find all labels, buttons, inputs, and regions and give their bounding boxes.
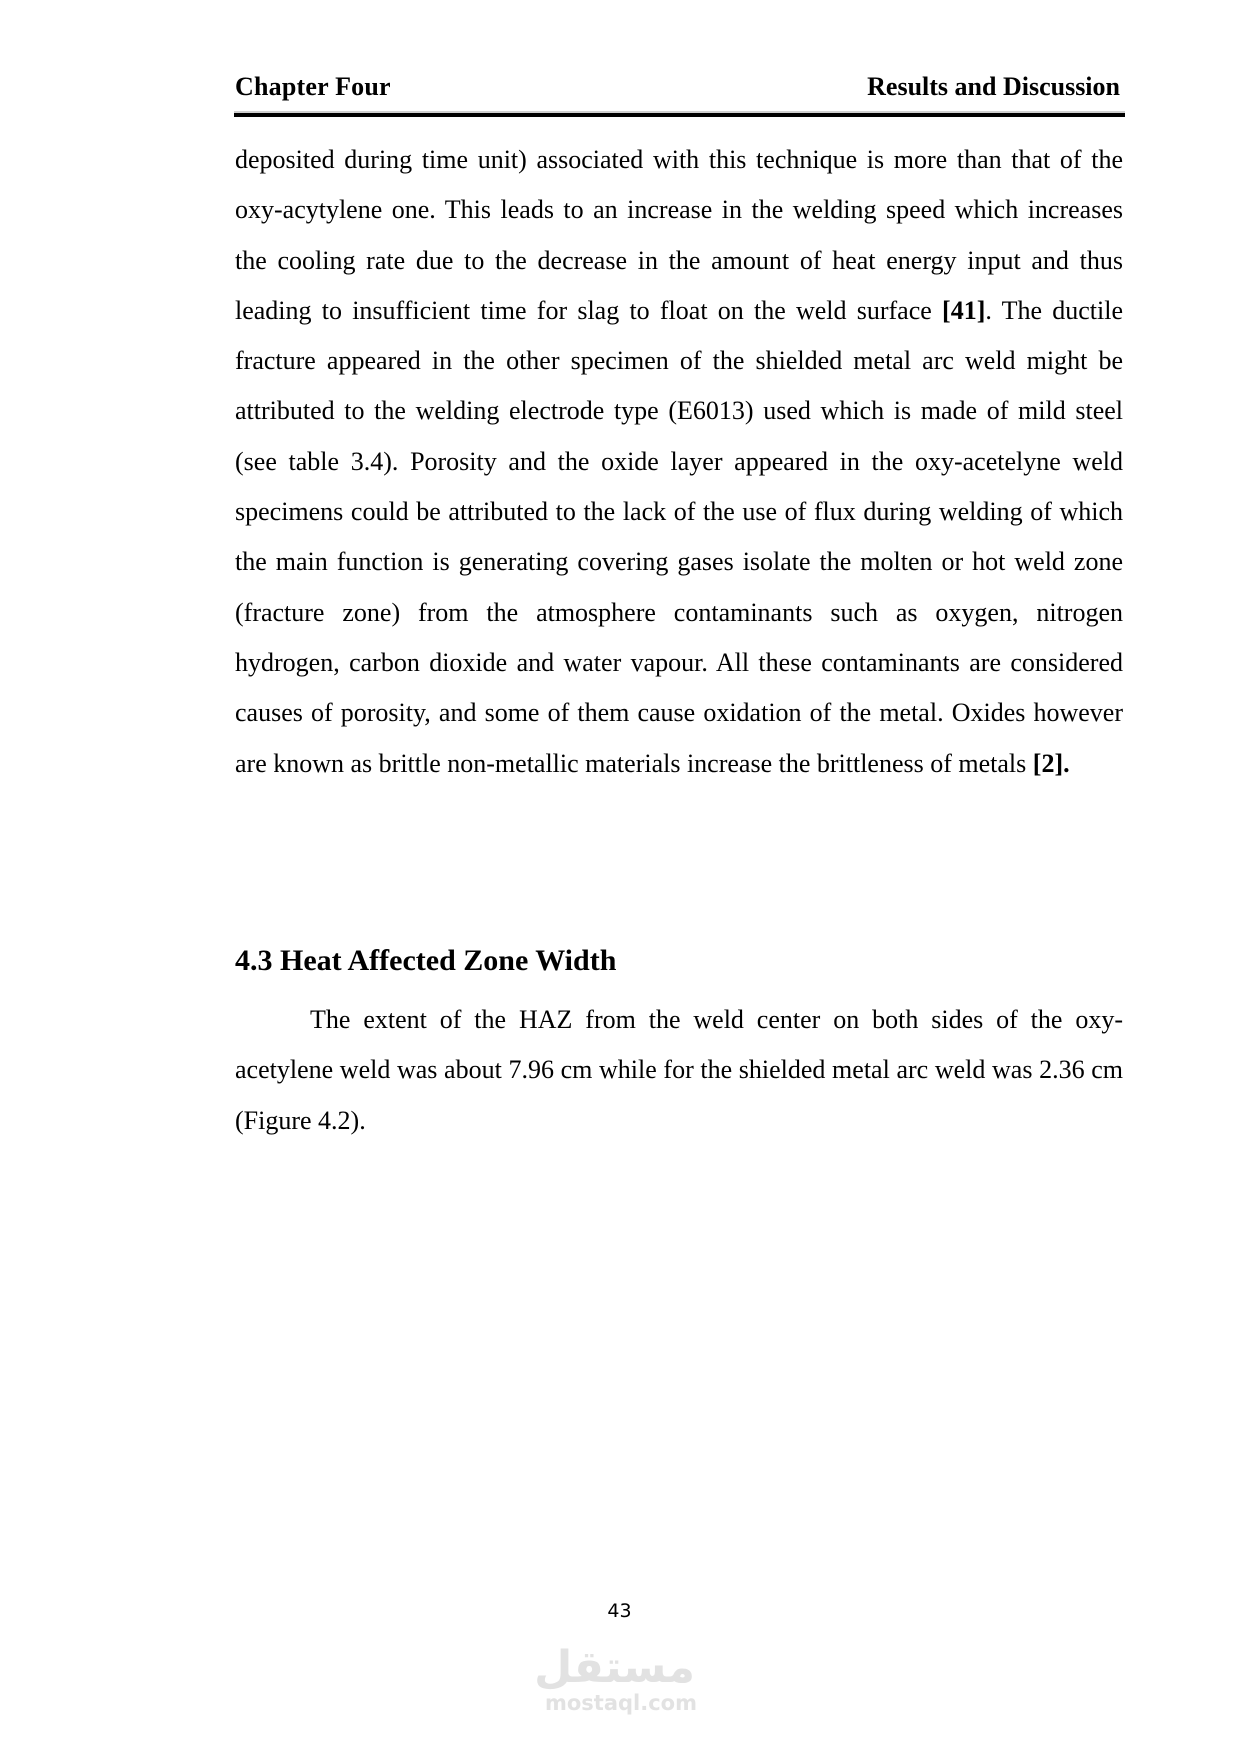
- text-segment: deposited during time unit) associated with this technique is more than that of the oxy-acytylene one. This leads to an increase in the welding speed which increases the cooling rate due to the decrease in the amount of heat energy input and thus leading to insufficient time for slag to float on the weld surface: [235, 145, 1123, 325]
- page-number: [0, 1600, 1241, 1622]
- text-segment: . The ductile fracture appeared in the other specimen of the shielded metal arc weld might be attributed to the welding electrode type (E6013) used which is made of mild steel (see table 3.4). Porosity and the oxide layer appeared in the oxy-acetelyne weld specimens could be attributed to the lack of the use of flux during welding of which the main function is generating covering gases isolate the molten or hot weld zone (fracture zone) from the atmosphere contaminants such as oxygen, nitrogen hydrogen, carbon dioxide and water vapour. All these contaminants are considered causes of porosity, and some of them cause oxidation of the metal. Oxides however are known as brittle non-metallic materials increase the brittleness of metals: [235, 295, 1124, 778]
- citation-41: [41]: [942, 295, 986, 325]
- section-paragraph: [235, 995, 1123, 1146]
- citation-2: [2].: [1032, 748, 1070, 778]
- page-number-text: 43: [607, 1600, 632, 1622]
- header-rule: [234, 113, 1125, 117]
- section-title: Results and Discussion: [867, 72, 1120, 101]
- chapter-title: Chapter Four: [235, 72, 391, 101]
- haz-paragraph: The extent of the HAZ from the weld center on both sides of the oxy-acetylene weld was about 7.96 cm while for the shielded metal arc weld was 2.36 cm (Figure 4.2).: [235, 1005, 1123, 1135]
- body-text: [235, 135, 1123, 789]
- watermark-logo: [534, 1642, 697, 1715]
- watermark-latin: mostaql.com: [545, 1691, 697, 1715]
- paragraph-continued: [235, 135, 1123, 789]
- running-header: [235, 72, 1120, 102]
- section-heading: 4.3 Heat Affected Zone Width: [235, 944, 617, 977]
- watermark-arabic: مستقل: [534, 1642, 695, 1693]
